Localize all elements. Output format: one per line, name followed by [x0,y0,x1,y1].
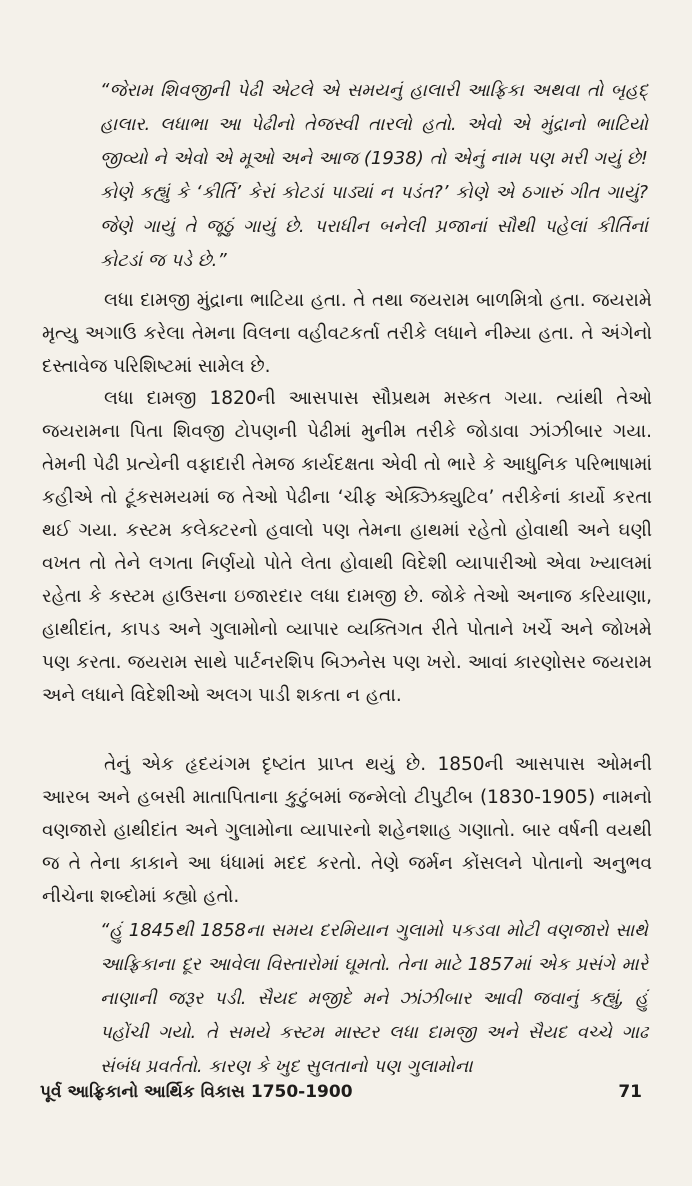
page-number: 71 [618,1082,642,1102]
quote-block-tippu-tip: “હું 1845થી 1858ના સમય દરમિયાન ગુલામો પકડવા મોટી વણજારો સાથે આફ્રિકાના દૂર આવેલા વિસ્તારોમાં ઘૂમતો. તેના માટે 1857માં એક પ્રસંગે મારે નાણાની જરૂર પડી. સૈયદ મજીદે મને ઝાંઝીબાર આવી જવાનું કહ્યું, હું પહોંચી ગયો. તે સમયે કસ્ટમ માસ્ટર લધા દામજી અને સૈયદ વચ્ચે ગાઢ સંબંધ પ્રવર્તતો. કારણ કે ખુદ સુલતાનો પણ ગુલામોના [100,920,648,1077]
running-title: પૂર્વ આફ્રિકાનો આર્થિક વિકાસ 1750-1900 [40,1082,353,1102]
paragraph-ladha-intro: લધા દામજી મુંદ્રાના ભાટિયા હતા. તે તથા જયરામ બાળમિત્રો હતા. જયરામે મૃત્યુ અગાઉ કરેલા તેમના વિલના વહીવટકર્તા તરીકે લધાને નીમ્યા હતા. તે અંગેનો દસ્તાવેજ પરિશિષ્ટમાં સામેલ છે. [42,290,652,377]
paragraph-tippu-tip: તેનું એક હૃદયંગમ દૃષ્ટાંત પ્રાપ્ત થયું છે. 1850ની આસપાસ ઓમની આરબ અને હબસી માતાપિતાના કુટુંબમાં જન્મેલો ટીપુટીબ (1830-1905) નામનો વણજારો હાથીદાંત અને ગુલામોના વ્યાપારનો શહેનશાહ ગણાતો. બાર વર્ષની વયથી જ તે તેના કાકાને આ ધંધામાં મદદ કરતો. તેણે જર્મન કોંસલને પોતાનો અનુભવ નીચેના શબ્દોમાં કહ્યો હતો. [42,754,652,907]
paragraph-ladha-career: લધા દામજી 1820ની આસપાસ સૌપ્રથમ મસ્કત ગયા. ત્યાંથી તેઓ જયરામના પિતા શિવજી ટોપણની પેઢીમાં મુનીમ તરીકે જોડાવા ઝાંઝીબાર ગયા. તેમની પેઢી પ્રત્યેની વફાદારી તેમજ કાર્યદક્ષતા એવી તો ભારે કે આધુનિક પરિભાષામાં કહીએ તો ટૂંકસમયમાં જ તેઓ પેઢીના ‘ચીફ એક્ઝિક્યુટિવ’ તરીકેનાં કાર્યો કરતા થઈ ગયા. કસ્ટમ કલેક્ટરનો હવાલો પણ તેમના હાથમાં રહેતો હોવાથી અને ઘણી વખત તો તેને લગતા નિર્ણયો પોતે લેતા હોવાથી વિદેશી વ્યાપારીઓ એવા ખ્યાલમાં રહેતા કે કસ્ટમ હાઉસના ઇજારદાર લધા દામજી છે. જોકે તેઓ અનાજ કરિયાણા, હાથીદાંત, કાપડ અને ગુલામોનો વ્યાપાર વ્યક્તિગત રીતે પોતાને ખર્ચે અને જોખમે પણ કરતા. જયરામ સાથે પાર્ટનરશિપ બિઝનેસ પણ ખરો. આવાં કારણોસર જયરામ અને લધાને વિદેશીઓ અલગ પાડી શકતા ન હતા. [42,388,652,706]
page-footer [40,1082,642,1102]
quote-block-jeram: “જેરામ શિવજીની પેઢી એટલે એ સમયનું હાલારી આફ્રિકા અથવા તો બૃહદ્ હાલાર. લધાભા આ પેઢીનો તેજસ્વી તારલો હતો. એવો એ મુંદ્રાનો ભાટિયો જીવ્યો ને એવો એ મૂઓ અને આજ (1938) તો એનું નામ પણ મરી ગયું છે! કોણે કહ્યું કે ‘કીર્તિ’ કેરાં કોટડાં પાડ્યાં ન પડંત?’ કોણે એ ઠગારું ગીત ગાયું? જેણે ગાયું તે જૂઠું ગાયું છે. પરાધીન બનેલી પ્રજાનાં સૌથી પહેલાં કીર્તિનાં કોટડાં જ પડે છે.” [100,80,648,271]
